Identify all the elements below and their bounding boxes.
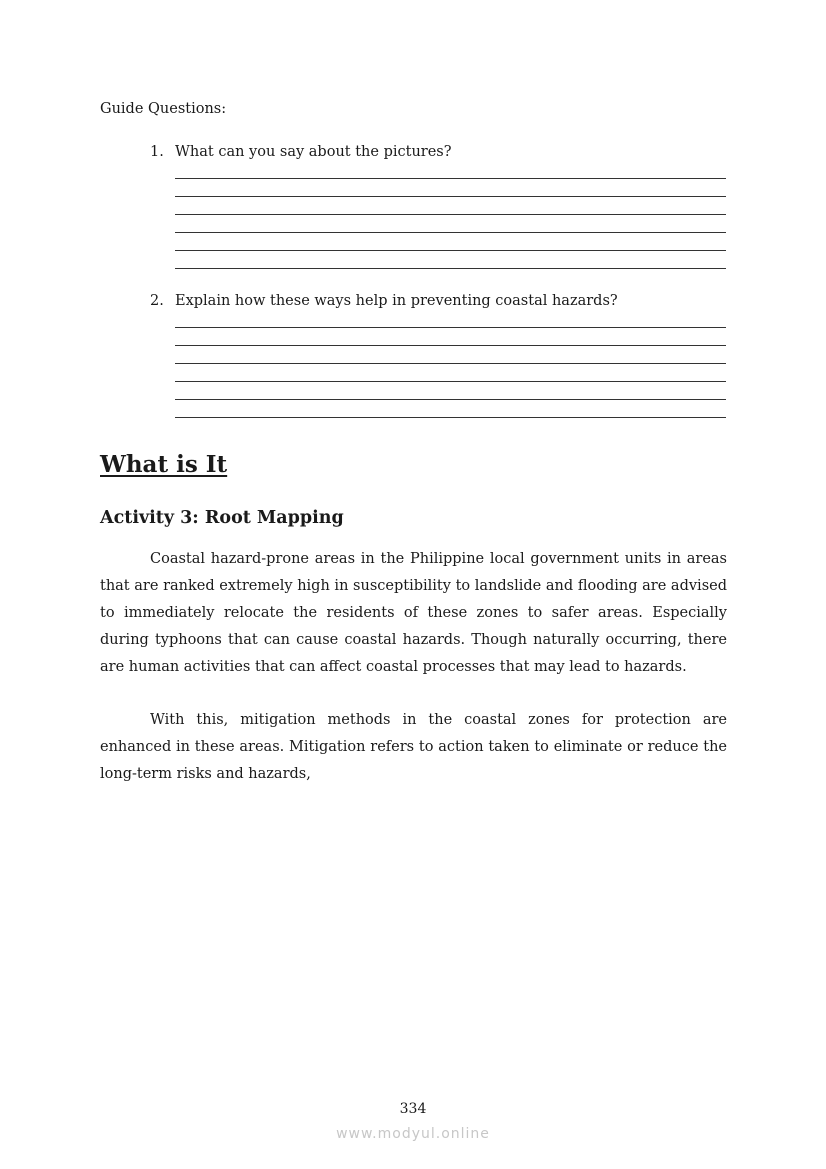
question-text: Explain how these ways help in preventing coastal hazards?: [175, 293, 618, 309]
answer-line: [175, 328, 726, 346]
answer-lines: [175, 161, 726, 269]
answer-line: [175, 161, 726, 179]
answer-line: [175, 364, 726, 382]
answer-line: [175, 400, 726, 418]
page-number: 334: [399, 1101, 427, 1117]
question-2: [150, 292, 726, 418]
question-text: What can you say about the pictures?: [175, 144, 452, 160]
answer-line: [175, 233, 726, 251]
question-number: 2.: [150, 293, 164, 309]
guide-questions-heading: Guide Questions:: [100, 101, 227, 117]
answer-line: [175, 197, 726, 215]
question-1: [150, 143, 726, 269]
answer-line: [175, 251, 726, 269]
answer-line: [175, 215, 726, 233]
body-paragraph: With this, mitigation methods in the coastal zones for protection are enhanced in these areas. Mitigation refers to action taken to eliminate or reduce the long-term risks and hazards,: [100, 712, 727, 782]
body-paragraph: Coastal hazard-prone areas in the Philippine local government units in areas that are ranked extremely high in susceptibility to landslide and flooding are advised to immediately relocate the residents of these zones to safer areas. Especially during typhoons that can cause coastal hazards. Though naturally occurring, there are human activities that can affect coastal processes that may lead to hazards.: [100, 551, 727, 675]
activity-title: Activity 3: Root Mapping: [100, 508, 344, 528]
answer-lines: [175, 310, 726, 418]
answer-line: [175, 179, 726, 197]
section-title: What is It: [100, 451, 228, 478]
question-number: 1.: [150, 144, 164, 160]
answer-line: [175, 382, 726, 400]
answer-line: [175, 346, 726, 364]
answer-line: [175, 310, 726, 328]
watermark: www.modyul.online: [336, 1126, 490, 1142]
